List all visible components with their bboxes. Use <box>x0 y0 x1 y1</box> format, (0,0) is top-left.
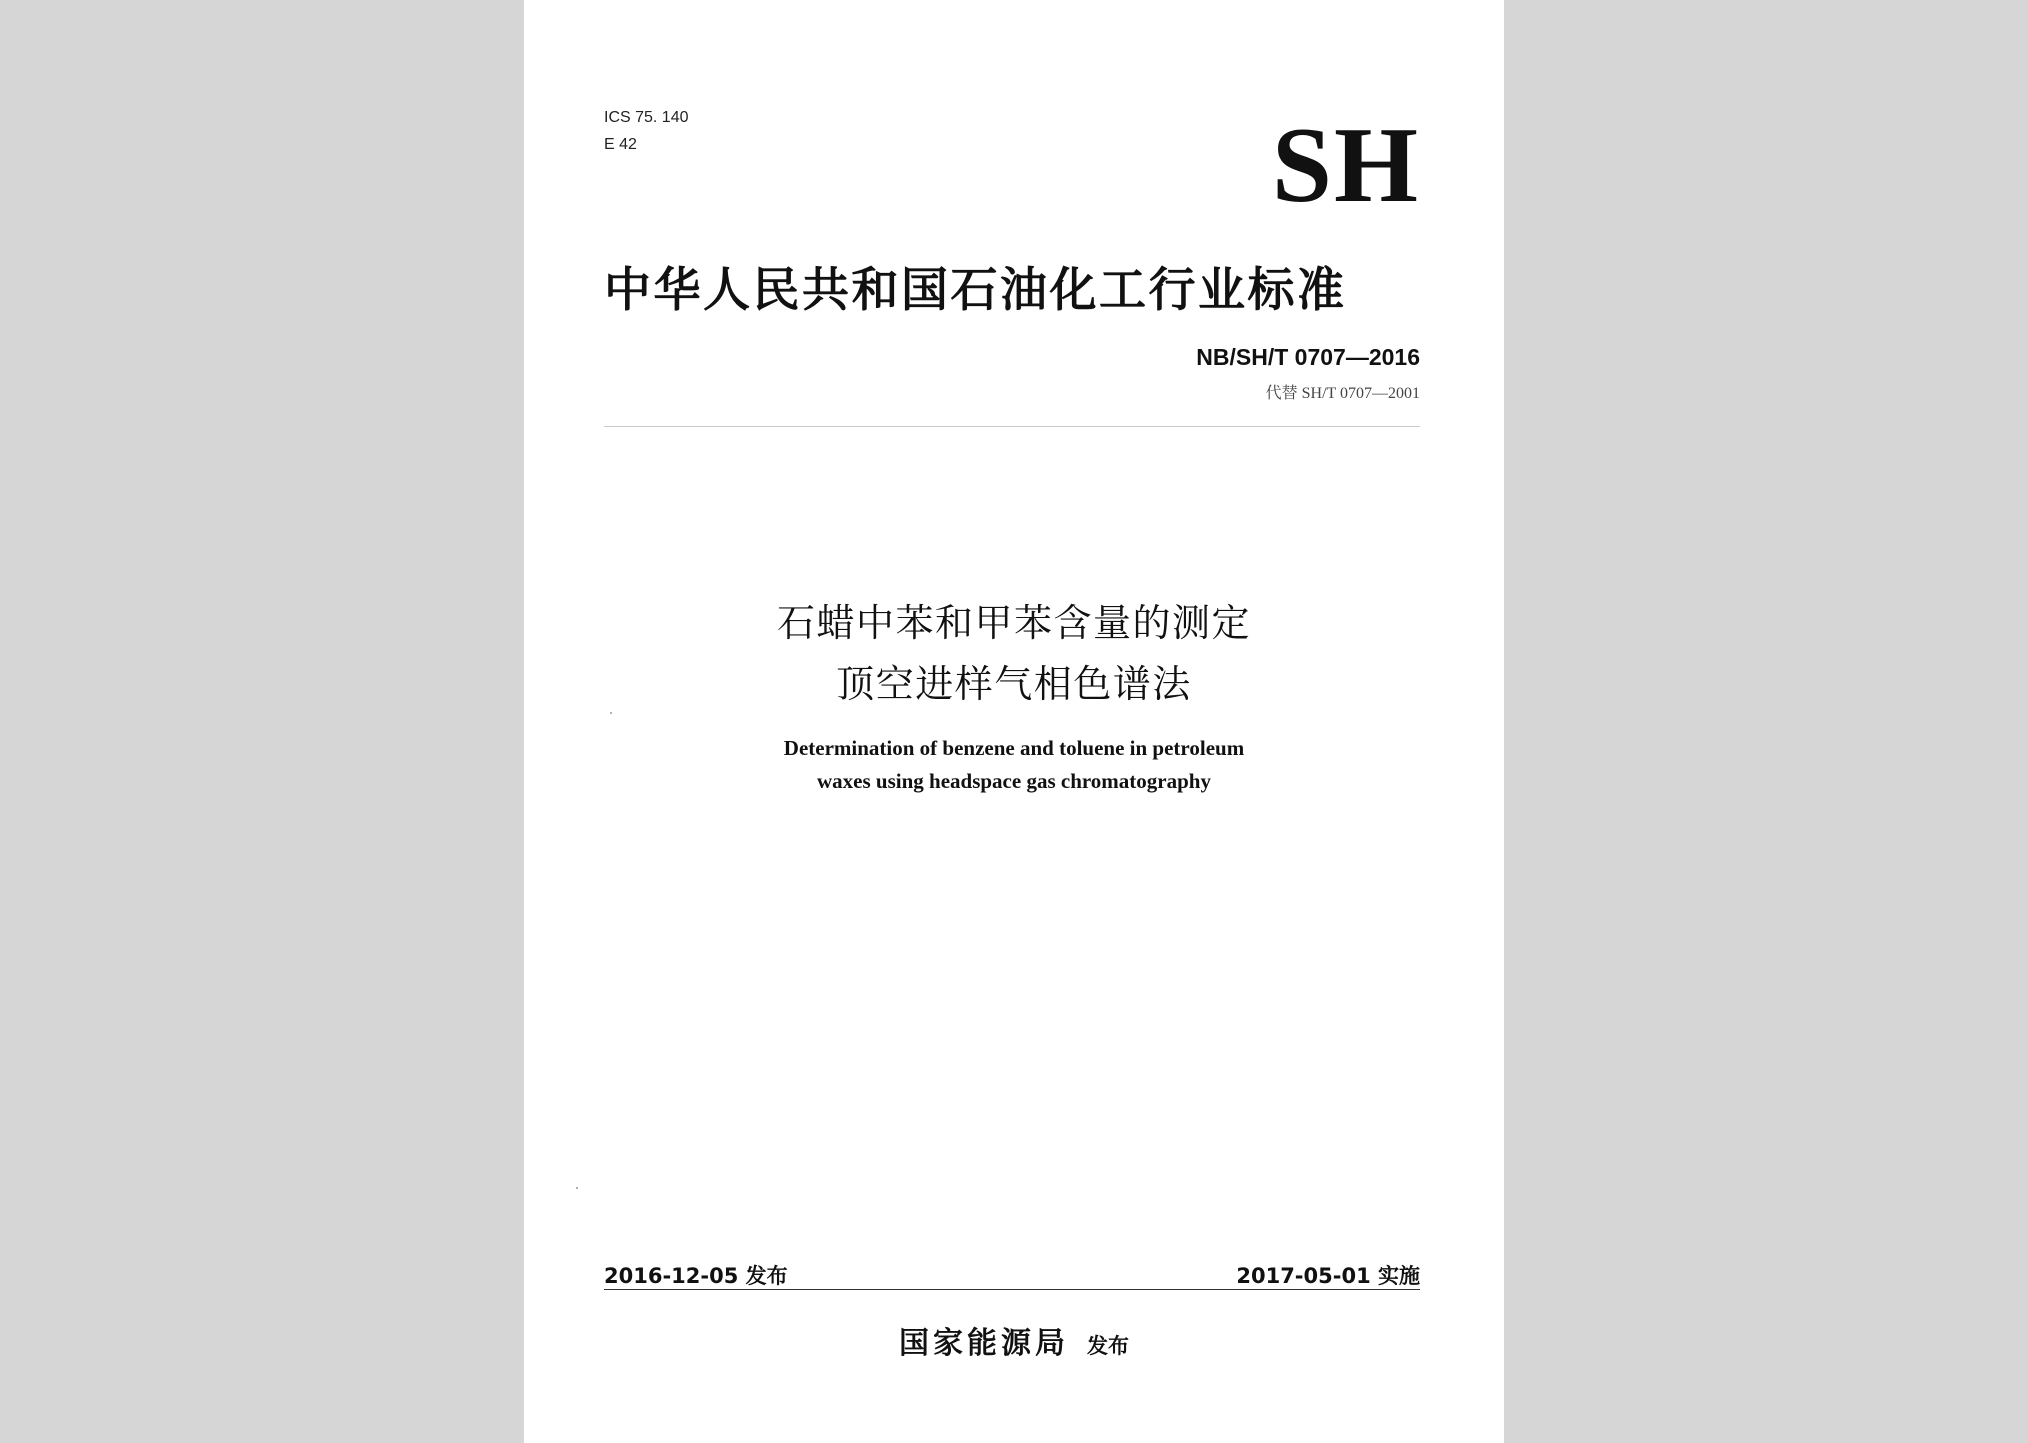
publish-date: 2016-12-05 发布 <box>604 1264 788 1288</box>
classification-codes <box>604 108 689 162</box>
issuer-line <box>524 1318 1504 1362</box>
sh-logo: SH <box>1271 106 1420 225</box>
footer-divider <box>604 1289 1420 1290</box>
replaces-standard: 代替 SH/T 0707—2001 <box>1265 385 1420 402</box>
effective-date: 2017-05-01 实施 <box>1236 1264 1420 1288</box>
title-chinese-line-2: 顶空进样气相色谱法 <box>836 662 1192 706</box>
title-english-line-2: waxes using headspace gas chromatography <box>817 769 1211 793</box>
document-page <box>524 0 1504 1443</box>
issuer-verb: 发布 <box>1087 1334 1129 1358</box>
scan-speck <box>610 712 612 714</box>
ics-code: ICS 75. 140 <box>604 109 689 126</box>
standard-code: NB/SH/T 0707—2016 <box>1196 344 1420 370</box>
title-english-line-1: Determination of benzene and toluene in petroleum <box>783 736 1245 760</box>
header-divider <box>604 426 1420 427</box>
organization-title: 中华人民共和国石油化工行业标准 <box>604 263 1347 318</box>
ccs-code: E 42 <box>604 136 637 153</box>
scan-speck <box>576 1187 578 1189</box>
title-chinese-line-1: 石蜡中苯和甲苯含量的测定 <box>776 601 1251 645</box>
issuer-name: 国家能源局 <box>899 1326 1069 1361</box>
